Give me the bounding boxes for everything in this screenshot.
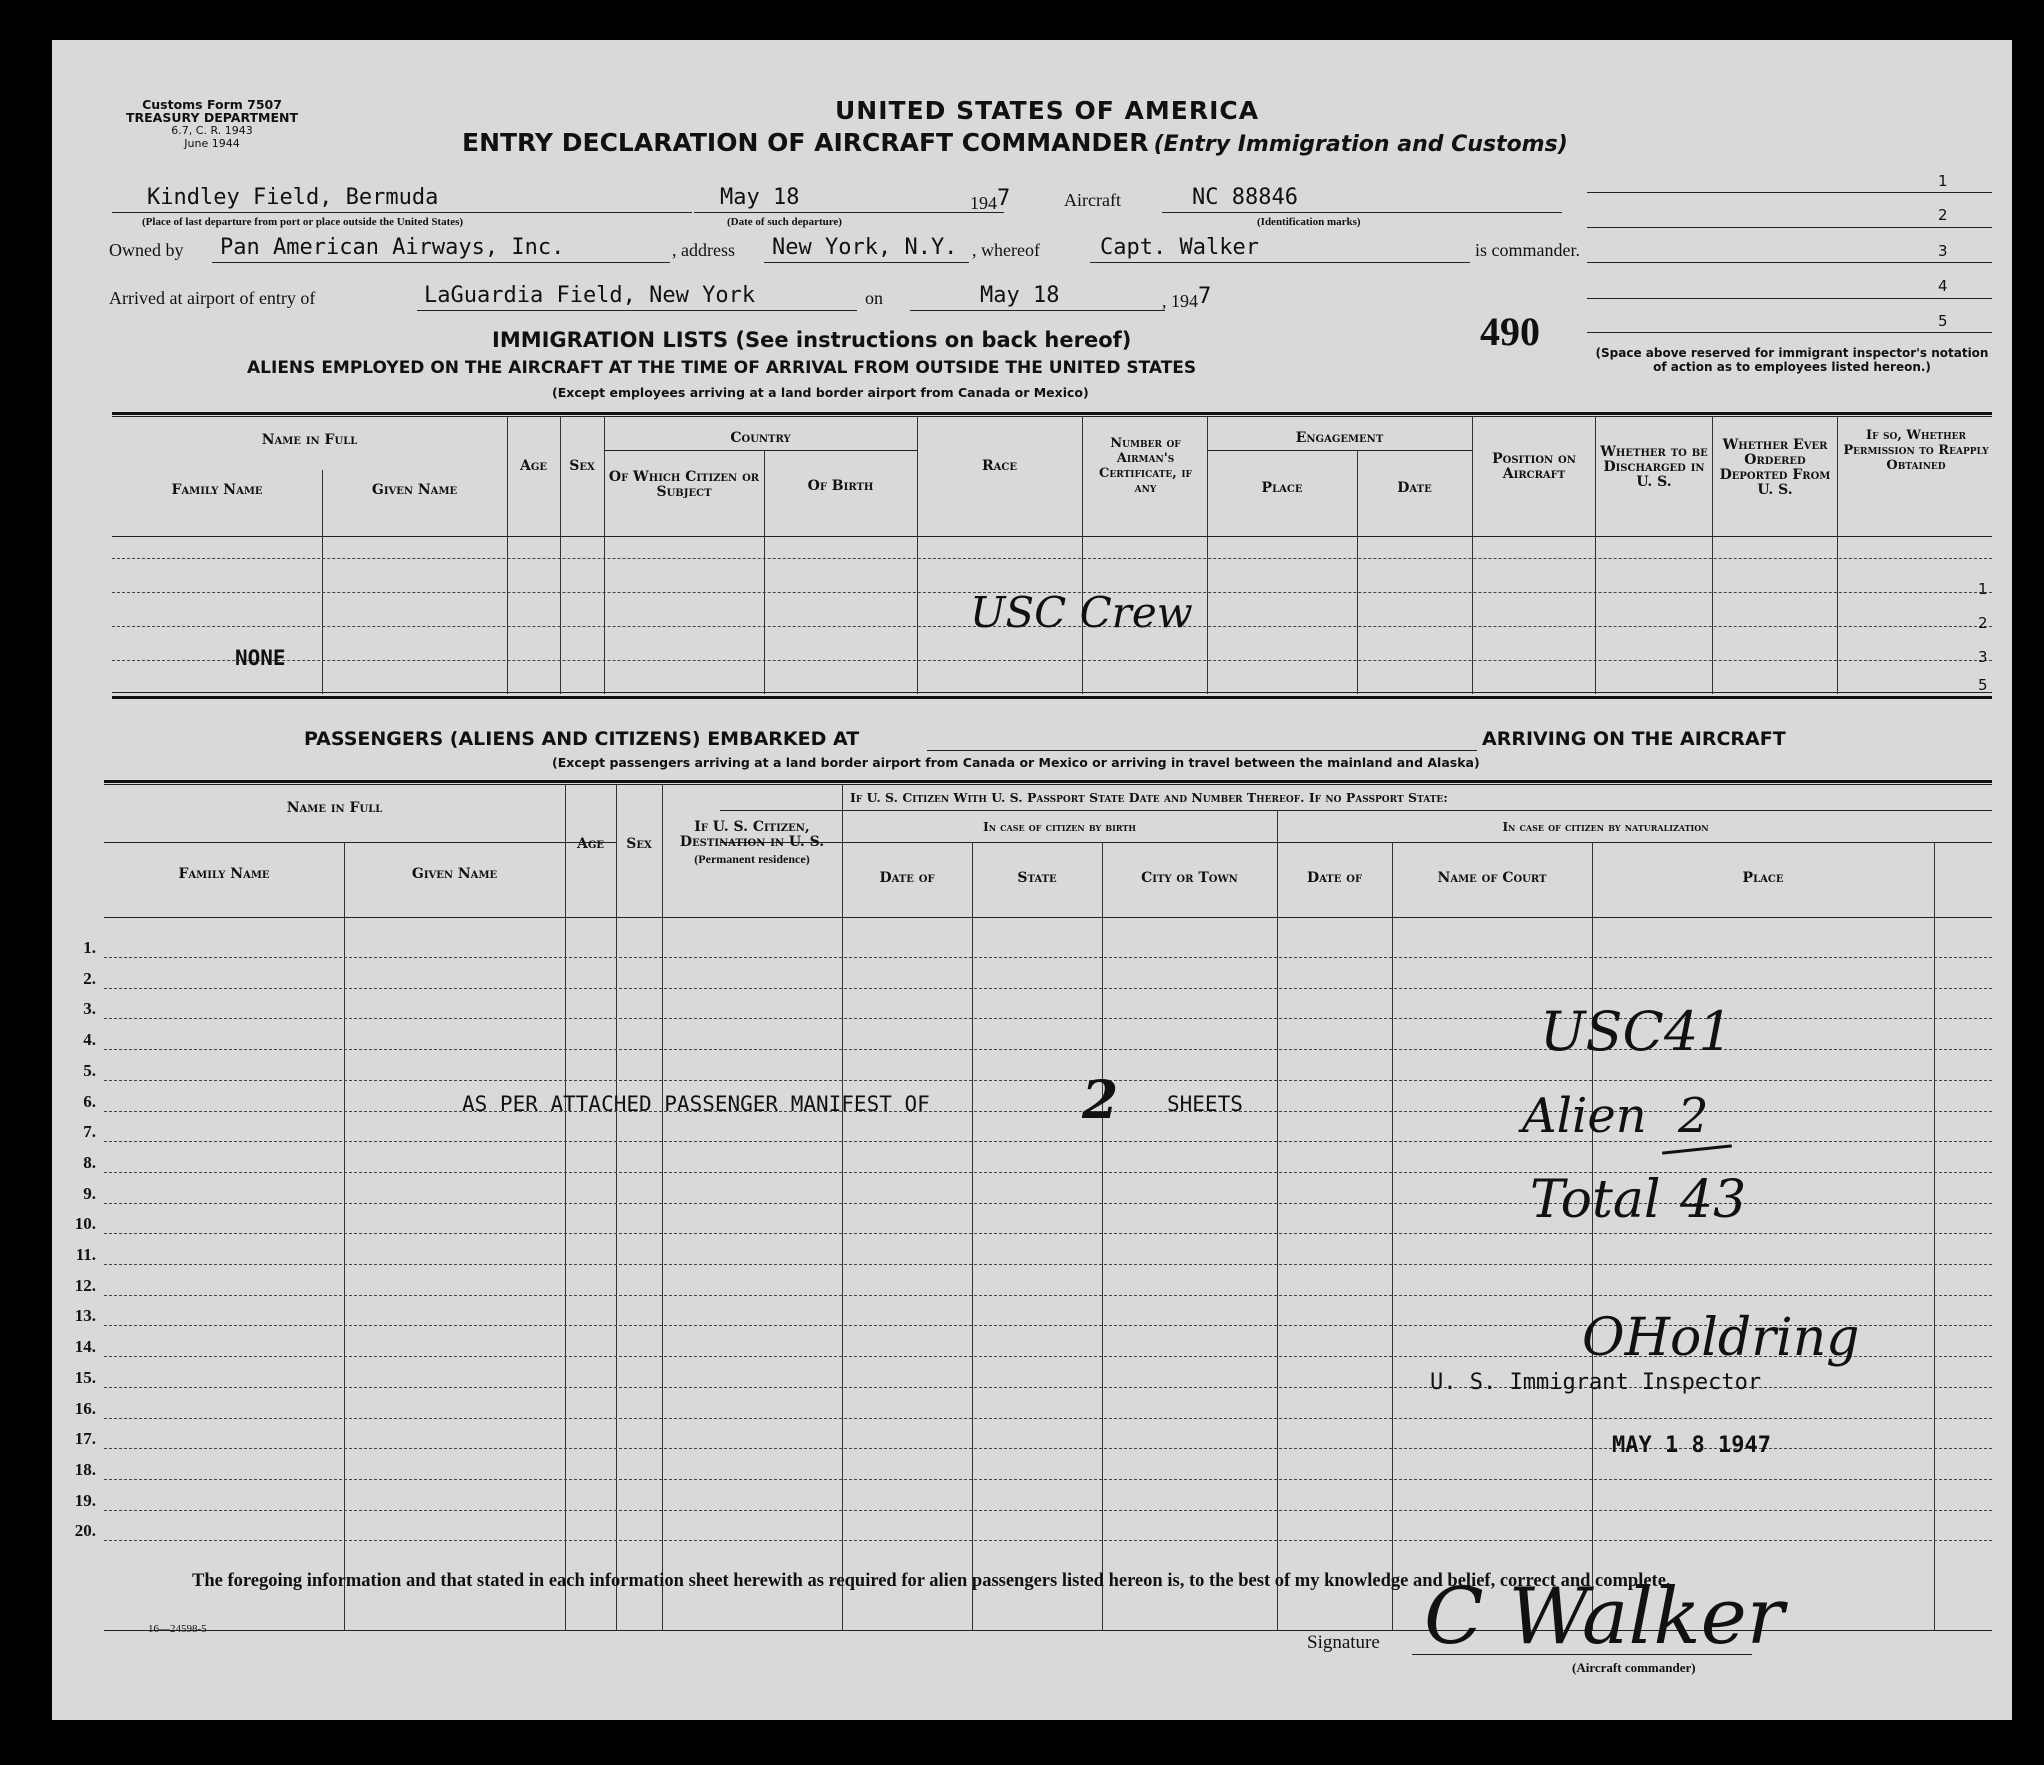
form-id-block: [92, 98, 332, 150]
passenger-row: [104, 1510, 1992, 1511]
passenger-row-number: 7.: [83, 1122, 96, 1142]
passenger-row-number: 14.: [74, 1337, 96, 1357]
title-sub: (Entry Immigration and Customs): [1153, 132, 1568, 157]
passenger-row-number: 16.: [74, 1398, 96, 1418]
passenger-row-number: 5.: [83, 1060, 96, 1080]
col-family-name: Family Name: [171, 482, 263, 498]
form-date: June 1944: [184, 137, 240, 150]
passenger-row-number: 19.: [74, 1490, 96, 1510]
pcol-given-name: Given Name: [411, 866, 498, 882]
departure-year: [970, 186, 1011, 215]
pcol-date-of-naturalization: Date of: [1306, 870, 1363, 886]
col-country: Country: [730, 430, 791, 446]
owned-by-label: Owned by: [109, 240, 184, 260]
passenger-row-number: 15.: [74, 1367, 96, 1387]
commander-signature: C Walker: [1424, 1572, 1785, 1662]
year-suffix: 7: [1198, 284, 1212, 309]
col-place: Place: [1261, 480, 1303, 496]
passenger-row-number: 10.: [74, 1214, 96, 1234]
passenger-row: [104, 1080, 1992, 1081]
passenger-row: [104, 1295, 1992, 1296]
immigration-note: (Except employees arriving at a land border airport from Canada or Mexico): [552, 385, 1089, 400]
col-certificate: Number of Airman's Certificate, if any: [1099, 436, 1192, 496]
form-number: Customs Form 7507: [142, 97, 282, 112]
passenger-row-number: 20.: [74, 1521, 96, 1541]
passenger-row-number: 13.: [74, 1306, 96, 1326]
notation-caption: (Space above reserved for immigrant inspector's notation of action as to employees listed hereon.): [1595, 346, 1989, 374]
row-number: 1: [1978, 580, 1988, 598]
department: TREASURY DEPARTMENT: [125, 110, 299, 125]
passenger-row: [104, 1233, 1992, 1234]
print-code: 16—24598-5: [148, 1623, 207, 1635]
immigration-subheading: ALIENS EMPLOYED ON THE AIRCRAFT AT THE TIME OF ARRIVAL FROM OUTSIDE THE UNITED STATES: [247, 358, 1197, 378]
note-line-number: 3: [1938, 242, 1948, 260]
address-label: , address: [672, 240, 735, 260]
crew-handwritten-note: USC Crew: [970, 588, 1193, 637]
aircraft-label: Aircraft: [1064, 190, 1121, 210]
tally-total-value: 43: [1680, 1170, 1747, 1230]
aircraft-marks-caption: (Identification marks): [1257, 216, 1361, 228]
row-number: 5: [1978, 676, 1988, 694]
whereof-label: , whereof: [972, 240, 1040, 260]
passengers-heading-left: PASSENGERS (ALIENS AND CITIZENS) EMBARKED AT: [304, 728, 860, 750]
country-title: UNITED STATES OF AMERICA: [835, 96, 1260, 125]
pcol-sex: Sex: [626, 836, 652, 852]
regulation: 6.7, C. R. 1943: [171, 124, 253, 137]
address: New York, N.Y.: [772, 235, 958, 260]
col-age: Age: [519, 458, 548, 474]
arrival-airport: LaGuardia Field, New York: [424, 283, 756, 308]
col-permission: If so, Whether Permission to Reapply Obtained: [1843, 428, 1989, 473]
is-commander-label: is commander.: [1475, 240, 1580, 260]
manifest-suffix: SHEETS: [1167, 1092, 1243, 1116]
passengers-note: (Except passengers arriving at a land border airport from Canada or Mexico or arriving in travel between the mainland and Alaska): [552, 755, 1480, 770]
departure-date: May 18: [720, 185, 800, 210]
on-label: on: [865, 288, 883, 308]
year-prefix: , 194: [1162, 291, 1198, 311]
pcol-place: Place: [1742, 870, 1784, 886]
tally-usc-label: USC: [1540, 1000, 1664, 1063]
tally-underline: [1662, 1144, 1732, 1154]
declaration-form: [52, 40, 2012, 1720]
tally-total-label: Total: [1530, 1170, 1661, 1230]
passenger-row-number: 8.: [83, 1152, 96, 1172]
col-position: Position on Aircraft: [1492, 451, 1576, 482]
pcol-date-of: Date of: [879, 870, 935, 886]
passenger-row: [104, 1264, 1992, 1265]
aliens-entry: NONE: [235, 646, 286, 670]
col-sex: Sex: [569, 458, 595, 474]
passenger-row-number: 4.: [83, 1030, 96, 1050]
passenger-row-number: 11.: [75, 1245, 96, 1264]
year-suffix: 7: [997, 186, 1011, 211]
arrival-date: May 18: [980, 283, 1060, 308]
passenger-row-number: 17.: [74, 1429, 96, 1449]
col-given-name: Given Name: [371, 482, 458, 498]
departure-place-caption: (Place of last departure from port or place outside the United States): [142, 216, 464, 228]
passengers-heading-right: ARRIVING ON THE AIRCRAFT: [1482, 728, 1786, 750]
manifest-count: 2: [1082, 1070, 1119, 1131]
note-line-number: 5: [1938, 312, 1948, 330]
tally-alien-label: Alien: [1522, 1088, 1647, 1144]
passenger-row: [104, 1540, 1992, 1541]
form-title: [462, 128, 1568, 157]
row-number: 2: [1978, 614, 1988, 632]
inspector-stamp-date: MAY 1 8 1947: [1612, 1433, 1771, 1458]
year-prefix: 194: [970, 193, 997, 213]
col-name-in-full: Name in Full: [261, 432, 358, 448]
col-date: Date: [1397, 480, 1432, 496]
pcol-age: Age: [576, 836, 605, 852]
pcol-by-naturalization: In case of citizen by naturalization: [1502, 820, 1709, 834]
immigration-heading: IMMIGRATION LISTS (See instructions on back hereof): [492, 328, 1132, 352]
manifest-prefix: AS PER ATTACHED PASSENGER MANIFEST OF: [462, 1092, 930, 1116]
passenger-row-number: 1.: [83, 938, 96, 957]
passenger-row: [104, 957, 1992, 958]
passenger-row: [104, 1479, 1992, 1480]
note-line-number: 1: [1938, 172, 1948, 190]
signature-label: Signature: [1307, 1632, 1380, 1653]
passenger-row: [104, 988, 1992, 989]
inspector-title: U. S. Immigrant Inspector: [1430, 1370, 1762, 1395]
signature-caption: (Aircraft commander): [1572, 1660, 1696, 1675]
note-line-number: 2: [1938, 206, 1948, 224]
pcol-family-name: Family Name: [178, 866, 270, 882]
owner: Pan American Airways, Inc.: [220, 235, 565, 260]
title-main: ENTRY DECLARATION OF AIRCRAFT COMMANDER: [462, 128, 1149, 157]
col-birth: Of Birth: [807, 478, 874, 494]
passenger-row-number: 6.: [83, 1091, 96, 1111]
departure-date-caption: (Date of such departure): [727, 216, 842, 228]
passenger-row-number: 3.: [83, 999, 96, 1019]
passenger-row-number: 9.: [83, 1183, 96, 1203]
arrived-label: Arrived at airport of entry of: [109, 288, 316, 308]
row-number: 3: [1978, 648, 1988, 666]
tally-usc-value: 41: [1664, 1000, 1733, 1063]
passenger-row-number: 18.: [74, 1459, 96, 1479]
col-deported: Whether Ever Ordered Deported From U. S.: [1719, 437, 1831, 498]
pcol-destination: If U. S. Citizen, Destination in U. S.: [679, 819, 825, 850]
aircraft-marks: NC 88846: [1192, 185, 1298, 210]
pcol-by-birth: In case of citizen by birth: [983, 820, 1136, 834]
col-citizen-of: Of Which Citizen or Subject: [608, 469, 760, 500]
inspector-signature: OHoldring: [1582, 1308, 1860, 1368]
col-race: Race: [982, 458, 1017, 474]
departure-place: Kindley Field, Bermuda: [147, 185, 439, 210]
col-discharged: Whether to be Discharged in U. S.: [1600, 444, 1708, 490]
pcol-state: State: [1017, 870, 1057, 886]
document-number: 490: [1480, 309, 1540, 354]
passenger-row: [104, 1418, 1992, 1419]
pcol-destination-note: (Permanent residence): [694, 852, 810, 866]
passenger-row-number: 12.: [74, 1275, 96, 1295]
footer-statement: The foregoing information and that stated in each information sheet herewith as required for alien passengers listed hereon is, to the best of my knowledge and belief, correct and complete.: [192, 1571, 1671, 1591]
passenger-row-number: 2.: [83, 968, 96, 988]
col-engagement: Engagement: [1295, 430, 1384, 446]
arrival-year: [1162, 284, 1212, 313]
pcol-court: Name of Court: [1437, 870, 1547, 886]
pcol-name-in-full: Name in Full: [286, 800, 383, 816]
commander-name: Capt. Walker: [1100, 235, 1259, 260]
pcol-passport-header: If U. S. Citizen With U. S. Passport State Date and Number Thereof. If no Passport State:: [850, 790, 1448, 805]
tally-alien-value: 2: [1678, 1088, 1709, 1144]
note-line-number: 4: [1938, 277, 1948, 295]
pcol-city: City or Town: [1141, 870, 1238, 886]
